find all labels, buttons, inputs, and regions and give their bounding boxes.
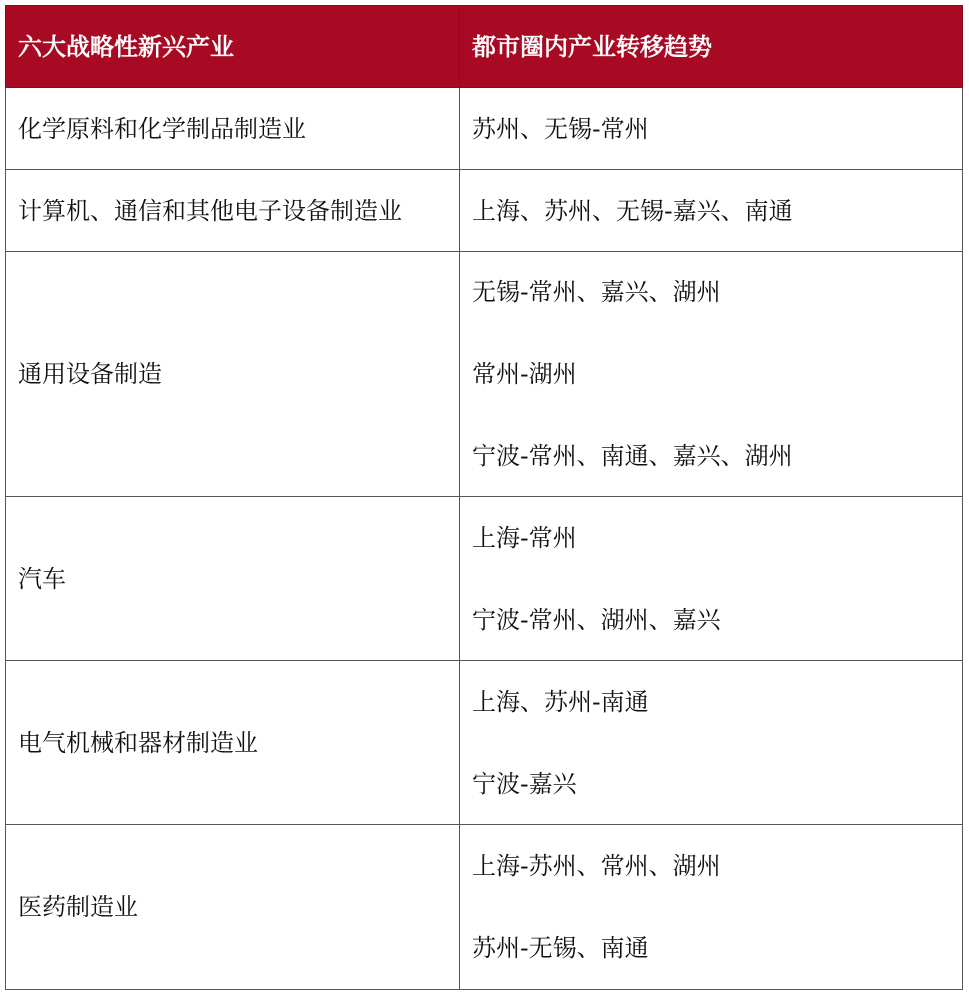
- table-row: [6, 252, 963, 497]
- trend-line: 上海、苏州、无锡-嘉兴、南通: [472, 196, 793, 225]
- industry-transfer-table-container: [5, 5, 962, 990]
- industry-cell: 汽车: [6, 497, 460, 661]
- industry-cell: 计算机、通信和其他电子设备制造业: [6, 170, 460, 252]
- trend-cell: [460, 88, 963, 170]
- trend-cell: [460, 252, 963, 497]
- trend-cell: [460, 497, 963, 661]
- trend-cell: [460, 661, 963, 825]
- industry-cell: 通用设备制造: [6, 252, 460, 497]
- header-industry: 六大战略性新兴产业: [6, 6, 460, 88]
- industry-cell: 化学原料和化学制品制造业: [6, 88, 460, 170]
- industry-transfer-table: [5, 5, 963, 990]
- industry-cell: 医药制造业: [6, 825, 460, 990]
- trend-line: 苏州-无锡、南通: [472, 934, 649, 962]
- header-transfer-trend: 都市圈内产业转移趋势: [460, 6, 963, 88]
- trend-line: 常州-湖州: [472, 360, 577, 388]
- table-row: [6, 88, 963, 170]
- trend-line: 苏州、无锡-常州: [472, 114, 649, 143]
- trend-line: 无锡-常州、嘉兴、湖州: [472, 278, 721, 306]
- trend-line: 上海-苏州、常州、湖州: [472, 852, 721, 880]
- trend-cell: [460, 825, 963, 990]
- table-row: [6, 497, 963, 661]
- trend-line: 宁波-常州、南通、嘉兴、湖州: [472, 442, 793, 470]
- trend-cell: [460, 170, 963, 252]
- industry-cell: 电气机械和器材制造业: [6, 661, 460, 825]
- trend-line: 宁波-嘉兴: [472, 769, 577, 798]
- table-header-row: [6, 6, 963, 88]
- trend-line: 宁波-常州、湖州、嘉兴: [472, 605, 721, 634]
- table-row: [6, 170, 963, 252]
- trend-line: 上海-常州: [472, 523, 577, 552]
- table-row: [6, 661, 963, 825]
- table-row: [6, 825, 963, 990]
- trend-line: 上海、苏州-南通: [472, 687, 649, 716]
